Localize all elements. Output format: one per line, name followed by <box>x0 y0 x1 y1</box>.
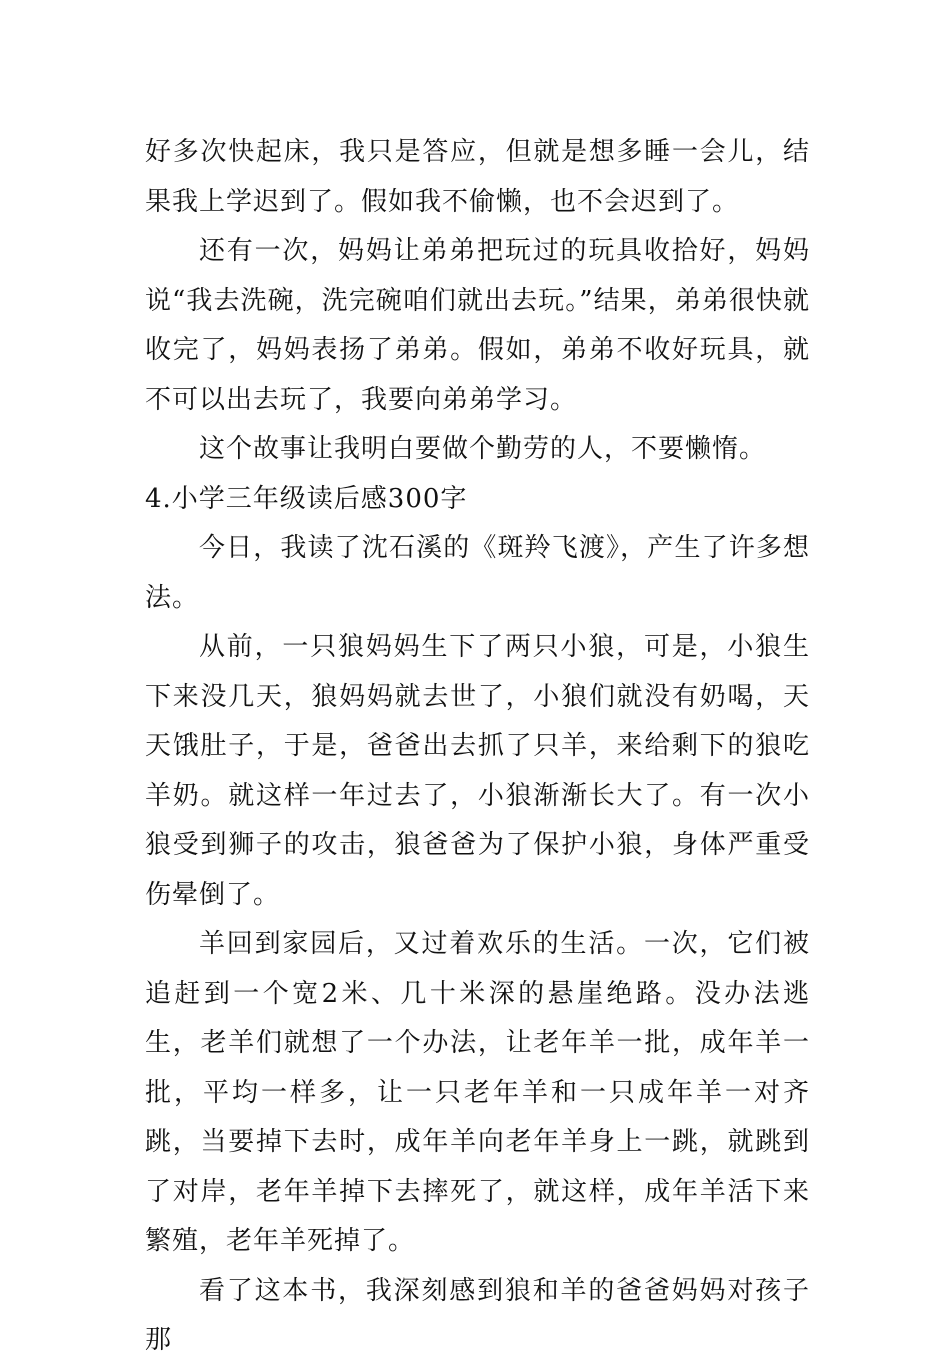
paragraph-toy-story: 还有一次，妈妈让弟弟把玩过的玩具收拾好，妈妈说“我去洗碗，洗完碗咱们就出去玩。”结果，弟弟很快就收完了，妈妈表扬了弟弟。假如，弟弟不收好玩具，就不可以出去玩了，我要向弟弟学习。 <box>145 236 810 415</box>
section-heading: 4.小学三年级读后感300字 <box>145 483 468 514</box>
paragraph-reflection: 看了这本书，我深刻感到狼和羊的爸爸妈妈对孩子那 <box>145 1275 810 1355</box>
paragraph-wolf-story: 从前，一只狼妈妈生下了两只小狼，可是，小狼生下来没几天，狼妈妈就去世了，小狼们就没有奶喝，天天饿肚子，于是，爸爸出去抓了只羊，来给剩下的狼吃羊奶。就这样一年过去了，小狼渐渐长大了。有一次小狼受到狮子的攻击，狼爸爸为了保护小狼，身体严重受伤晕倒了。 <box>145 632 810 910</box>
paragraph-lesson: 这个故事让我明白要做个勤劳的人，不要懒惰。 <box>199 434 767 464</box>
paragraph-goat-story: 羊回到家园后，又过着欢乐的生活。一次，它们被追赶到一个宽2米、几十米深的悬崖绝路。没办法逃生，老羊们就想了一个办法，让老年羊一批，成年羊一批，平均一样多，让一只老年羊和一只成年羊一对齐跳，当要掉下去时，成年羊向老年羊身上一跳，就跳到了对岸，老年羊掉下去摔死了，就这样，成年羊活下来繁殖，老年羊死掉了。 <box>145 929 810 1256</box>
paragraph-intro: 今日，我读了沈石溪的《斑羚飞渡》，产生了许多想法。 <box>145 533 810 613</box>
paragraph-continuation: 好多次快起床，我只是答应，但就是想多睡一会儿，结果我上学迟到了。假如我不偷懒，也不会迟到了。 <box>145 137 810 217</box>
document-body <box>145 128 810 1366</box>
